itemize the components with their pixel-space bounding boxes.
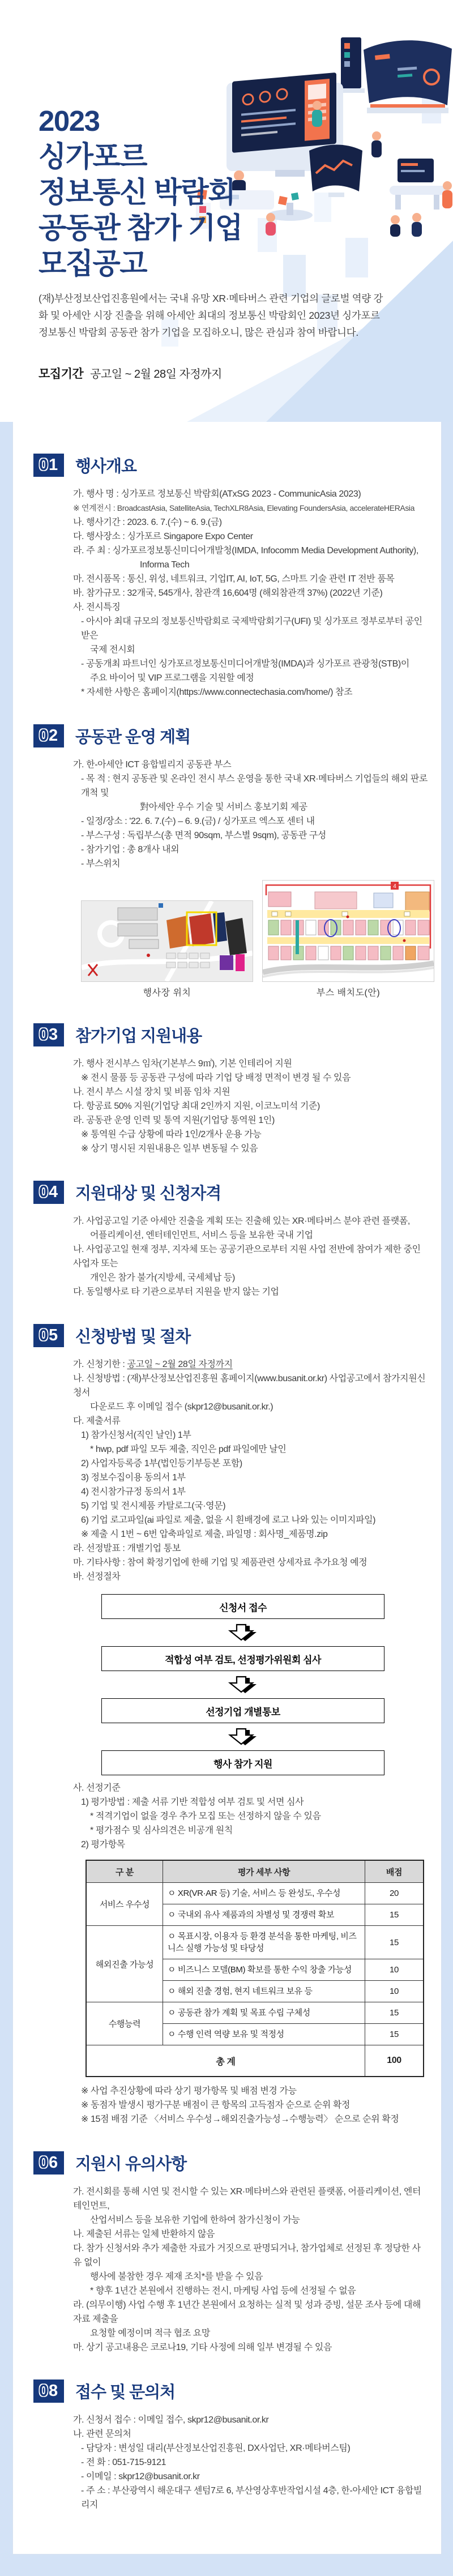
text-line: - 주 소 : 부산광역시 해운대구 센텀7로 6, 부산영상후반작업시설 4층, 한-아세안 ICT 융합빌리지: [81, 2486, 422, 2510]
text-line: ※ 연계전시 : BroadcastAsia, SatelliteAsia, TechXLR8Asia, Elevating FoundersAsia, accelerateHERAsia: [73, 503, 415, 512]
section-body: [73, 487, 428, 699]
section-06: [13, 2151, 441, 2355]
intro-paragraph: (재)부산정보산업진흥원에서는 국내 유망 XR·메타버스 관련 기업의 글로벌 역량 강화 및 아세안 시장 진출을 위해 아세안 최대의 정보통신 박람회인 2023년 싱가포르 정보통신 박람회 공동관 참가 기업을 모집하오니, 많은 관심과 참여 바랍니다.: [39, 292, 383, 338]
flow-step-box: 선정기업 개별통보: [101, 1698, 384, 1723]
section-title: 행사개요: [75, 458, 137, 476]
flow-down-arrow-icon: [225, 1727, 261, 1746]
text-line: 마. 상기 공고내용은 코로나19, 기타 사정에 의해 일부 변경될 수 있음: [73, 2343, 332, 2352]
figure-row: [81, 880, 428, 998]
text-line: - 부스위치: [81, 859, 121, 869]
person-icon: [390, 215, 400, 237]
section-title: 신청방법 및 절차: [75, 1328, 191, 1346]
section-header: [33, 1324, 441, 1347]
text-line: 나. 제출된 서류는 일체 반환하지 않음: [73, 2229, 215, 2239]
criterion-cell: ㅇ 국내외 유사 제품과의 차별성 및 경쟁력 확보: [163, 1904, 365, 1926]
total-score-cell: 100: [365, 2045, 424, 2077]
text-line: * 평가점수 및 심사의견은 비공개 원칙: [90, 1826, 233, 1835]
badge-digit-outline: 0: [39, 2154, 49, 2172]
selection-process-flowchart: [101, 1594, 384, 1775]
text-line: 다. 참가 신청서와 추가 제출한 자료가 거짓으로 판명되거나, 참가업체로 선정된 후 정당한 사유 없이: [73, 2244, 421, 2267]
text-line: 산업서비스 등을 보유한 기업에 한하여 참가신청이 가능: [90, 2215, 300, 2225]
table-header-cell: 구 분: [86, 1860, 163, 1883]
text-line: ※ 15점 배점 기준 〈서비스 우수성→해외진출가능성→수행능력〉 순으로 순위 확정: [81, 2114, 399, 2124]
text-line: * hwp, pdf 파일 모두 제출, 직인은 pdf 파일에만 날인: [90, 1445, 287, 1454]
text-line: - 일정/장소 : '22. 6. 7.(수) – 6. 9.(금) / 싱가포르 엑스포 센터 내: [81, 817, 315, 826]
text-line: - 아시아 최대 규모의 정보통신박람회로 국제박람회기구(UFI) 및 싱가포르 정부로부터 공인받은: [81, 617, 422, 640]
row-group-cell: 서비스 우수성: [86, 1883, 163, 1926]
row-group-cell: 해외진출 가능성: [86, 1926, 163, 2002]
score-cell: 15: [365, 2002, 424, 2024]
badge-digit-outline: 0: [39, 1183, 49, 1201]
section-01: [13, 454, 441, 699]
hero-banner: [0, 0, 453, 422]
flow-down-arrow-icon: [225, 1623, 261, 1642]
badge-digit-outline: 0: [39, 1326, 49, 1344]
text-line: 1) 평가방법 : 제출 서류 기반 적합성 여부 검토 및 서면 심사: [81, 1797, 304, 1807]
section-number-badge: [33, 1023, 64, 1046]
flow-arrow: [101, 1723, 384, 1750]
table-row: [86, 1883, 424, 1904]
content-card: [12, 422, 442, 2554]
text-line: ※ 동점자 발생시 평가구분 배점이 큰 항목의 고득점자 순으로 순위 확정: [81, 2100, 351, 2110]
section-body: [73, 1214, 428, 1299]
text-line: - 전 화 : 051-715-9121: [81, 2458, 166, 2467]
section-02: [13, 724, 441, 998]
criterion-cell: ㅇ 해외 진출 경험, 현지 네트워크 보유 등: [163, 1981, 365, 2002]
score-cell: 15: [365, 1904, 424, 1926]
section-header: [33, 454, 441, 477]
flow-step-box: 적합성 여부 검토, 선정평가위원회 심사: [101, 1646, 384, 1671]
score-cell: 15: [365, 2024, 424, 2045]
figure-caption: 행사장 위치: [143, 988, 191, 998]
text-line: 나. 관련 문의처: [73, 2429, 131, 2439]
text-line: 다. 동일행사로 타 기관으로부터 지원을 받지 않는 기업: [73, 1287, 279, 1297]
text-line: 마. 기타사항 : 참여 확정기업에 한해 기업 및 제품관련 상세자료 추가요청 예정: [73, 1558, 367, 1567]
criterion-cell: ㅇ 목표시장, 이용자 등 환경 분석을 통한 마케팅, 비즈니스 실행 가능성 및 타당성: [163, 1926, 365, 1959]
section-body: [73, 2185, 428, 2355]
section-number-badge: [33, 1324, 64, 1347]
period-value: 공고일 ~ 2월 28일 자정까지: [90, 368, 222, 381]
section-title: 공동관 운영 계획: [75, 728, 191, 746]
badge-digit-outline: 0: [39, 1026, 49, 1044]
badge-digit-outline: 0: [39, 727, 49, 745]
text-line: 요청할 예정이며 적극 협조 요망: [90, 2329, 210, 2338]
page-title-line: 정보통신 박람회: [39, 176, 236, 209]
section-number-badge: [33, 2151, 64, 2175]
person-icon: [442, 181, 452, 208]
text-line: - 이메일 : skpr12@busanit.or.kr: [81, 2472, 200, 2481]
bottom-strip: [0, 2554, 453, 2576]
section-05: [13, 1324, 441, 2126]
figure-caption: 부스 배치도(안): [316, 988, 381, 998]
criterion-cell: ㅇ 공동관 참가 계획 및 목표 수립 구체성: [163, 2002, 365, 2024]
section-header: [33, 2380, 441, 2403]
score-cell: 20: [365, 1883, 424, 1904]
text-line: 나. 신청방법 : (재)부산정보산업진흥원 홈페이지(www.busanit.or.kr) 사업공고에서 참가지원신청서: [73, 1374, 426, 1398]
flow-step-box: 행사 참가 지원: [101, 1750, 384, 1775]
evaluation-table-body: [86, 1883, 424, 2077]
section-number-badge: [33, 1181, 64, 1204]
text-line: 마. 전시품목 : 통신, 위성, 네트워크, 기업IT, AI, IoT, 5G, 스마트 기술 관련 IT 전반 품목: [73, 574, 395, 584]
score-cell: 15: [365, 1926, 424, 1959]
section-body: [73, 2413, 428, 2512]
person-icon: [412, 213, 422, 237]
pixel-decor: [345, 238, 368, 277]
text-line: - 목 적 : 현지 공동관 및 온라인 전시 부스 운영을 통한 국내 XR·메타버스 기업들의 해외 판로 개척 및: [81, 774, 428, 798]
section-header: [33, 1181, 441, 1204]
person-icon: [312, 101, 322, 127]
text-line: 2) 사업자등록증 1부(법인등기부등본 포함): [81, 1459, 242, 1468]
text-line: ※ 사업 추진상황에 따라 상기 평가항목 및 배점 변경 가능: [81, 2086, 297, 2096]
table-row: [86, 2002, 424, 2024]
criterion-cell: ㅇ 수행 인력 역량 보유 및 적정성: [163, 2024, 365, 2045]
text-line: - 부스구성 : 독립부스(총 면적 90sqm, 부스별 9sqm), 공동관 구성: [81, 831, 326, 840]
text-line: 라. 선정발표 : 개별기업 통보: [73, 1544, 181, 1553]
table-total-row: [86, 2045, 424, 2077]
section-header: [33, 1023, 441, 1046]
recruitment-period: [39, 365, 222, 382]
person-icon: [371, 131, 382, 157]
badge-digit: 6: [49, 2154, 59, 2172]
flow-step-box: 신청서 접수: [101, 1594, 384, 1619]
evaluation-table-head: [86, 1860, 424, 1883]
criterion-cell: ㅇ 비즈니스 모델(BM) 확보를 통한 수익 창출 가능성: [163, 1959, 365, 1981]
text-line: Informa Tech: [140, 560, 190, 570]
text-line: 가. 행사 전시부스 임차(기본부스 9㎡), 기본 인테리어 지원: [73, 1059, 292, 1069]
text-line: * 향후 1년간 본원에서 진행하는 전시, 마케팅 사업 등에 선정될 수 없음: [90, 2286, 356, 2296]
svg-text:4: 4: [393, 883, 396, 890]
section-header: [33, 2151, 441, 2175]
text-line: 다. 항공료 50% 지원(기업당 최대 2인까지 지원, 이코노미석 기준): [73, 1101, 320, 1111]
sections-container: [13, 454, 441, 2512]
score-cell: 10: [365, 1959, 424, 1981]
text-line: 바. 선정절차: [73, 1572, 121, 1582]
section-04: [13, 1181, 441, 1299]
section-header: [33, 724, 441, 747]
section-03: [13, 1023, 441, 1156]
text-line: 가. 신청서 접수 : 이메일 접수, skpr12@busanit.or.kr: [73, 2415, 269, 2425]
text-line: 4) 전시참가규정 동의서 1부: [81, 1487, 186, 1497]
text-line: [73, 1357, 428, 1372]
text-line: 라. (의무이행) 사업 수행 후 1년간 본원에서 요청하는 실적 및 성과 증빙, 설문 조사 등에 대해 자료 제출을: [73, 2300, 421, 2324]
text-line: 다. 제출서류: [73, 1416, 121, 1426]
page-title-line: 모집공고: [39, 247, 147, 280]
text-line: 對아세안 우수 기술 및 서비스 홍보기회 제공: [140, 802, 307, 812]
criterion-cell: ㅇ XR(VR·AR 등) 기술, 서비스 등 완성도, 우수성: [163, 1883, 365, 1904]
section-body: [73, 758, 428, 998]
text-line: 나. 전시 부스 시설 장치 및 비품 임차 지원: [73, 1087, 230, 1097]
table-header-cell: 배점: [365, 1860, 424, 1883]
text-line: 1) 참가신청서(직인 날인) 1부: [81, 1430, 191, 1440]
section-08: [13, 2380, 441, 2512]
page-title-line: 공동관 참가 기업: [39, 212, 242, 245]
row-group-cell: 수행능력: [86, 2002, 163, 2045]
table-row: [86, 1926, 424, 1959]
text-line: 라. 공동관 운영 인력 및 통역 지원(기업당 통역원 1인): [73, 1116, 275, 1125]
flow-down-arrow-icon: [225, 1675, 261, 1694]
underlined-text: 공고일 ~ 2월 28일 자정까지: [127, 1360, 233, 1369]
text-line: ※ 전시 물품 등 공동관 구성에 따라 기업 당 배정 면적이 변경 될 수 있음: [81, 1073, 351, 1083]
venue-map-image: [81, 900, 253, 982]
table-header-row: [86, 1860, 424, 1883]
text-line: 주요 바이어 및 VIP 프로그램을 지원할 예정: [90, 673, 254, 683]
section-number-badge: [33, 454, 64, 477]
flow-arrow: [101, 1671, 384, 1698]
text-line: * 적격기업이 없을 경우 추가 모집 또는 선정하지 않을 수 있음: [90, 1812, 321, 1821]
text-line: 나. 사업공고일 현재 정부, 지자체 또는 공공기관으로부터 지원 사업 전반에 참여가 제한 중인 사업자 또는: [73, 1245, 421, 1268]
person-icon: [266, 213, 276, 236]
badge-digit: 2: [49, 727, 59, 745]
text-line: 6) 기업 로고파일(ai 파일로 제출, 없을 시 흰배경에 로고 나와 있는 이미지파일): [81, 1515, 376, 1525]
total-label-cell: 총 계: [86, 2045, 365, 2077]
booth-layout-image: [262, 880, 434, 982]
badge-digit-outline: 0: [39, 2382, 49, 2400]
text-line: 어플리케이션, 엔터테인먼트, 서비스 등을 보유한 국내 기업: [90, 1231, 313, 1240]
page-title: [39, 103, 242, 281]
badge-digit: 1: [49, 456, 59, 474]
score-cell: 10: [365, 1981, 424, 2002]
text-line: 다. 행사장소 : 싱가포르 Singapore Expo Center: [73, 532, 253, 541]
text-line: 사. 전시특징: [73, 603, 121, 612]
page-title-line: 싱가포르: [39, 140, 147, 173]
text-line: 바. 참가규모 : 32개국, 545개사, 참관객 16,604명 (해외참관객 37%) (2022년 기준): [73, 588, 383, 598]
flow-arrow: [101, 1619, 384, 1646]
text-line: 가. 한-아세안 ICT 융합빌리지 공동관 부스: [73, 760, 232, 770]
text-line: 가. 전시회를 통해 시연 및 전시할 수 있는 XR·메타버스와 관련된 플랫폼, 어플리케이션, 엔터테인먼트,: [73, 2187, 421, 2211]
text-line: ※ 제출 시 1번 ~ 6번 압축파일로 제출, 파일명 : 회사명_제품명.zip: [81, 1530, 328, 1539]
text-line: - 참가기업 : 총 8개사 내외: [81, 845, 180, 855]
section-body: [73, 1357, 428, 2126]
section-body: [73, 1057, 428, 1156]
text-line: 다운로드 후 이메일 접수 (skpr12@busanit.or.kr.): [90, 1402, 273, 1412]
badge-digit: 8: [49, 2382, 59, 2400]
text-line: 가. 사업공고일 기준 아세안 진출을 계획 또는 진출해 있는 XR·메타버스 분야 관련 플랫폼,: [73, 1216, 410, 1226]
text-line: 행사에 불참한 경우 제재 조치*를 받을 수 있음: [90, 2272, 263, 2282]
table-header-cell: 평가 세부 사항: [163, 1860, 365, 1883]
badge-digit: 5: [49, 1326, 59, 1344]
text-line: ※ 통역원 수급 상황에 따라 1인/2개사 운용 가능: [81, 1130, 262, 1139]
text-line: - 공동개최 파트너인 싱가포르정보통신미디어개발청(IMDA)과 싱가포르 관광청(STB)이: [81, 659, 409, 669]
text-line: 사. 선정기준: [73, 1783, 121, 1793]
text-run: 가. 신청기한 :: [73, 1360, 127, 1369]
section-number-badge: [33, 724, 64, 747]
text-line: 2) 평가항목: [81, 1840, 125, 1849]
section-title: 참가기업 지원내용: [75, 1027, 202, 1045]
badge-digit: 4: [49, 1183, 59, 1201]
text-line: 5) 기업 및 전시제품 카탈로그(국·영문): [81, 1501, 226, 1511]
section-title: 접수 및 문의처: [75, 2383, 176, 2402]
text-line: 라. 주 최 : 싱가포르정보통신미디어개발청(IMDA, Infocomm Media Development Authority),: [73, 546, 418, 556]
venue-map-figure: [81, 900, 253, 998]
text-line: 국제 전시회: [90, 645, 135, 655]
evaluation-table: [86, 1860, 424, 2077]
booth-layout-figure: [262, 880, 434, 998]
text-line: ※ 상기 명시된 지원내용은 일부 변동될 수 있음: [81, 1144, 258, 1154]
section-number-badge: [33, 2380, 64, 2403]
text-line: 개인은 참가 불가(지방세, 국세체납 등): [90, 1273, 235, 1283]
text-line: * 자세한 사항은 홈페이지(https://www.connectechasia.com/home/) 참조: [81, 687, 353, 697]
text-line: - 담당자 : 변성일 대리(부산정보산업진흥원, DX사업단, XR·메타버스팀): [81, 2443, 351, 2453]
text-line: 가. 행사 명 : 싱가포르 정보통신 박람회(ATxSG 2023 - CommunicAsia 2023): [73, 489, 361, 499]
text-line: 3) 정보수집이용 동의서 1부: [81, 1473, 186, 1483]
page-title-line: 2023: [39, 105, 100, 138]
period-label: 모집기간: [39, 368, 84, 381]
badge-digit: 3: [49, 1026, 59, 1044]
section-title: 지원대상 및 신청자격: [75, 1185, 221, 1203]
badge-digit-outline: 0: [39, 456, 49, 474]
section-title: 지원시 유의사항: [75, 2155, 187, 2173]
text-line: 나. 행사기간 : 2023. 6. 7.(수) ~ 6. 9.(금): [73, 518, 222, 527]
